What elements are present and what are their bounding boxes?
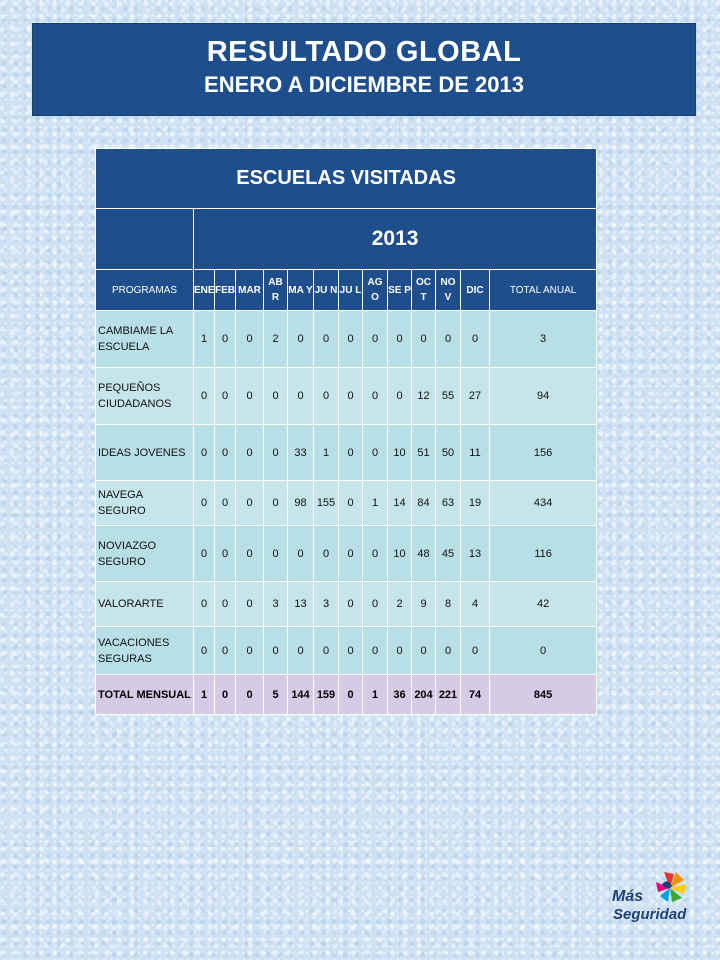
month-value: 155 — [314, 481, 339, 526]
monthly-total-value: 159 — [314, 675, 339, 715]
month-value: 0 — [339, 526, 363, 582]
month-value: 3 — [314, 582, 339, 627]
month-value: 98 — [288, 481, 314, 526]
column-header: SE P — [388, 270, 412, 311]
month-value: 33 — [288, 425, 314, 481]
month-value: 0 — [339, 481, 363, 526]
month-value: 0 — [215, 582, 236, 627]
month-value: 0 — [236, 311, 264, 368]
column-header: FEB — [215, 270, 236, 311]
month-value: 0 — [339, 368, 363, 425]
month-value: 0 — [236, 526, 264, 582]
month-value: 0 — [461, 627, 490, 675]
month-value: 55 — [436, 368, 461, 425]
month-value: 11 — [461, 425, 490, 481]
month-value: 0 — [288, 627, 314, 675]
monthly-total-value: 221 — [436, 675, 461, 715]
month-value: 0 — [363, 425, 388, 481]
month-value: 0 — [194, 368, 215, 425]
monthly-total-value: 144 — [288, 675, 314, 715]
month-value: 1 — [314, 425, 339, 481]
page-subtitle: ENERO A DICIEMBRE DE 2013 — [204, 72, 524, 97]
month-value: 0 — [339, 582, 363, 627]
month-value: 0 — [412, 311, 436, 368]
table-row — [96, 425, 597, 481]
column-header: MAR — [236, 270, 264, 311]
month-value: 0 — [363, 526, 388, 582]
month-value: 0 — [236, 481, 264, 526]
month-value: 0 — [194, 627, 215, 675]
month-value: 45 — [436, 526, 461, 582]
month-value: 0 — [215, 481, 236, 526]
program-name: PEQUEÑOS CIUDADANOS — [96, 368, 194, 425]
monthly-total-value: 1 — [194, 675, 215, 715]
month-value: 19 — [461, 481, 490, 526]
month-value: 0 — [363, 311, 388, 368]
month-value: 14 — [388, 481, 412, 526]
year-label: 2013 — [194, 209, 597, 270]
monthly-total-value: 36 — [388, 675, 412, 715]
month-value: 0 — [194, 481, 215, 526]
month-value: 0 — [339, 425, 363, 481]
month-value: 0 — [339, 627, 363, 675]
month-value: 0 — [194, 582, 215, 627]
program-name: IDEAS JOVENES — [96, 425, 194, 481]
month-value: 0 — [264, 526, 288, 582]
column-header: AB R — [264, 270, 288, 311]
month-value: 0 — [436, 627, 461, 675]
month-value: 0 — [363, 627, 388, 675]
program-name: CAMBIAME LA ESCUELA — [96, 311, 194, 368]
month-value: 0 — [288, 311, 314, 368]
month-value: 0 — [236, 582, 264, 627]
table-row — [96, 481, 597, 526]
month-value: 8 — [436, 582, 461, 627]
month-value: 13 — [288, 582, 314, 627]
month-value: 50 — [436, 425, 461, 481]
month-value: 0 — [314, 627, 339, 675]
annual-total: 434 — [490, 481, 597, 526]
program-name: VACACIONES SEGURAS — [96, 627, 194, 675]
month-value: 0 — [388, 627, 412, 675]
month-value: 0 — [215, 425, 236, 481]
monthly-total-value: 0 — [339, 675, 363, 715]
month-value: 0 — [436, 311, 461, 368]
header-banner — [33, 24, 695, 115]
monthly-total-value: 204 — [412, 675, 436, 715]
month-value: 0 — [215, 627, 236, 675]
annual-total: 3 — [490, 311, 597, 368]
grand-total: 845 — [490, 675, 597, 715]
column-header: AG O — [363, 270, 388, 311]
month-value: 0 — [412, 627, 436, 675]
month-value: 0 — [215, 526, 236, 582]
month-value: 0 — [339, 311, 363, 368]
monthly-total-value: 0 — [215, 675, 236, 715]
page-title: RESULTADO GLOBAL — [206, 36, 522, 68]
month-value: 27 — [461, 368, 490, 425]
monthly-total-value: 5 — [264, 675, 288, 715]
table-row — [96, 627, 597, 675]
month-value: 84 — [412, 481, 436, 526]
month-value: 0 — [363, 582, 388, 627]
column-header: TOTAL ANUAL — [490, 270, 597, 311]
program-name: NOVIAZGO SEGURO — [96, 526, 194, 582]
annual-total: 156 — [490, 425, 597, 481]
month-value: 0 — [264, 425, 288, 481]
month-value: 0 — [363, 368, 388, 425]
month-value: 2 — [388, 582, 412, 627]
program-name: NAVEGA SEGURO — [96, 481, 194, 526]
table-row — [96, 311, 597, 368]
month-value: 0 — [215, 311, 236, 368]
month-value: 0 — [194, 526, 215, 582]
table-row — [96, 368, 597, 425]
month-value: 13 — [461, 526, 490, 582]
column-header: NO V — [436, 270, 461, 311]
month-value: 3 — [264, 582, 288, 627]
column-header: JU N — [314, 270, 339, 311]
monthly-total-value: 0 — [236, 675, 264, 715]
column-header: OC T — [412, 270, 436, 311]
table-title: ESCUELAS VISITADAS — [96, 149, 597, 209]
month-value: 48 — [412, 526, 436, 582]
month-value: 0 — [288, 368, 314, 425]
month-value: 0 — [264, 481, 288, 526]
logo-text-seguridad: Seguridad — [613, 906, 687, 923]
month-value: 0 — [194, 425, 215, 481]
table-row — [96, 582, 597, 627]
month-value: 63 — [436, 481, 461, 526]
annual-total: 0 — [490, 627, 597, 675]
month-value: 1 — [194, 311, 215, 368]
column-header: ENE — [194, 270, 215, 311]
column-header: MA Y — [288, 270, 314, 311]
annual-total: 94 — [490, 368, 597, 425]
column-header: JU L — [339, 270, 363, 311]
month-value: 0 — [388, 368, 412, 425]
month-value: 0 — [236, 368, 264, 425]
month-value: 10 — [388, 526, 412, 582]
month-value: 51 — [412, 425, 436, 481]
monthly-total-value: 74 — [461, 675, 490, 715]
column-header: DIC — [461, 270, 490, 311]
month-value: 0 — [314, 526, 339, 582]
total-row — [96, 675, 597, 715]
annual-total: 42 — [490, 582, 597, 627]
month-value: 10 — [388, 425, 412, 481]
month-value: 0 — [264, 368, 288, 425]
column-header: PROGRAMAS — [96, 270, 194, 311]
program-name: VALORARTE — [96, 582, 194, 627]
table-row — [96, 526, 597, 582]
month-value: 0 — [236, 627, 264, 675]
month-value: 0 — [314, 311, 339, 368]
month-value: 0 — [288, 526, 314, 582]
annual-total: 116 — [490, 526, 597, 582]
month-value: 0 — [388, 311, 412, 368]
month-value: 0 — [461, 311, 490, 368]
year-blank-cell — [96, 209, 194, 270]
logo-text-mas: Más — [612, 888, 644, 905]
month-value: 0 — [314, 368, 339, 425]
month-value: 0 — [215, 368, 236, 425]
total-label: TOTAL MENSUAL — [96, 675, 194, 715]
month-value: 0 — [236, 425, 264, 481]
month-value: 9 — [412, 582, 436, 627]
month-value: 4 — [461, 582, 490, 627]
month-value: 1 — [363, 481, 388, 526]
monthly-total-value: 1 — [363, 675, 388, 715]
results-table — [95, 148, 597, 715]
month-value: 2 — [264, 311, 288, 368]
month-value: 12 — [412, 368, 436, 425]
month-value: 0 — [264, 627, 288, 675]
